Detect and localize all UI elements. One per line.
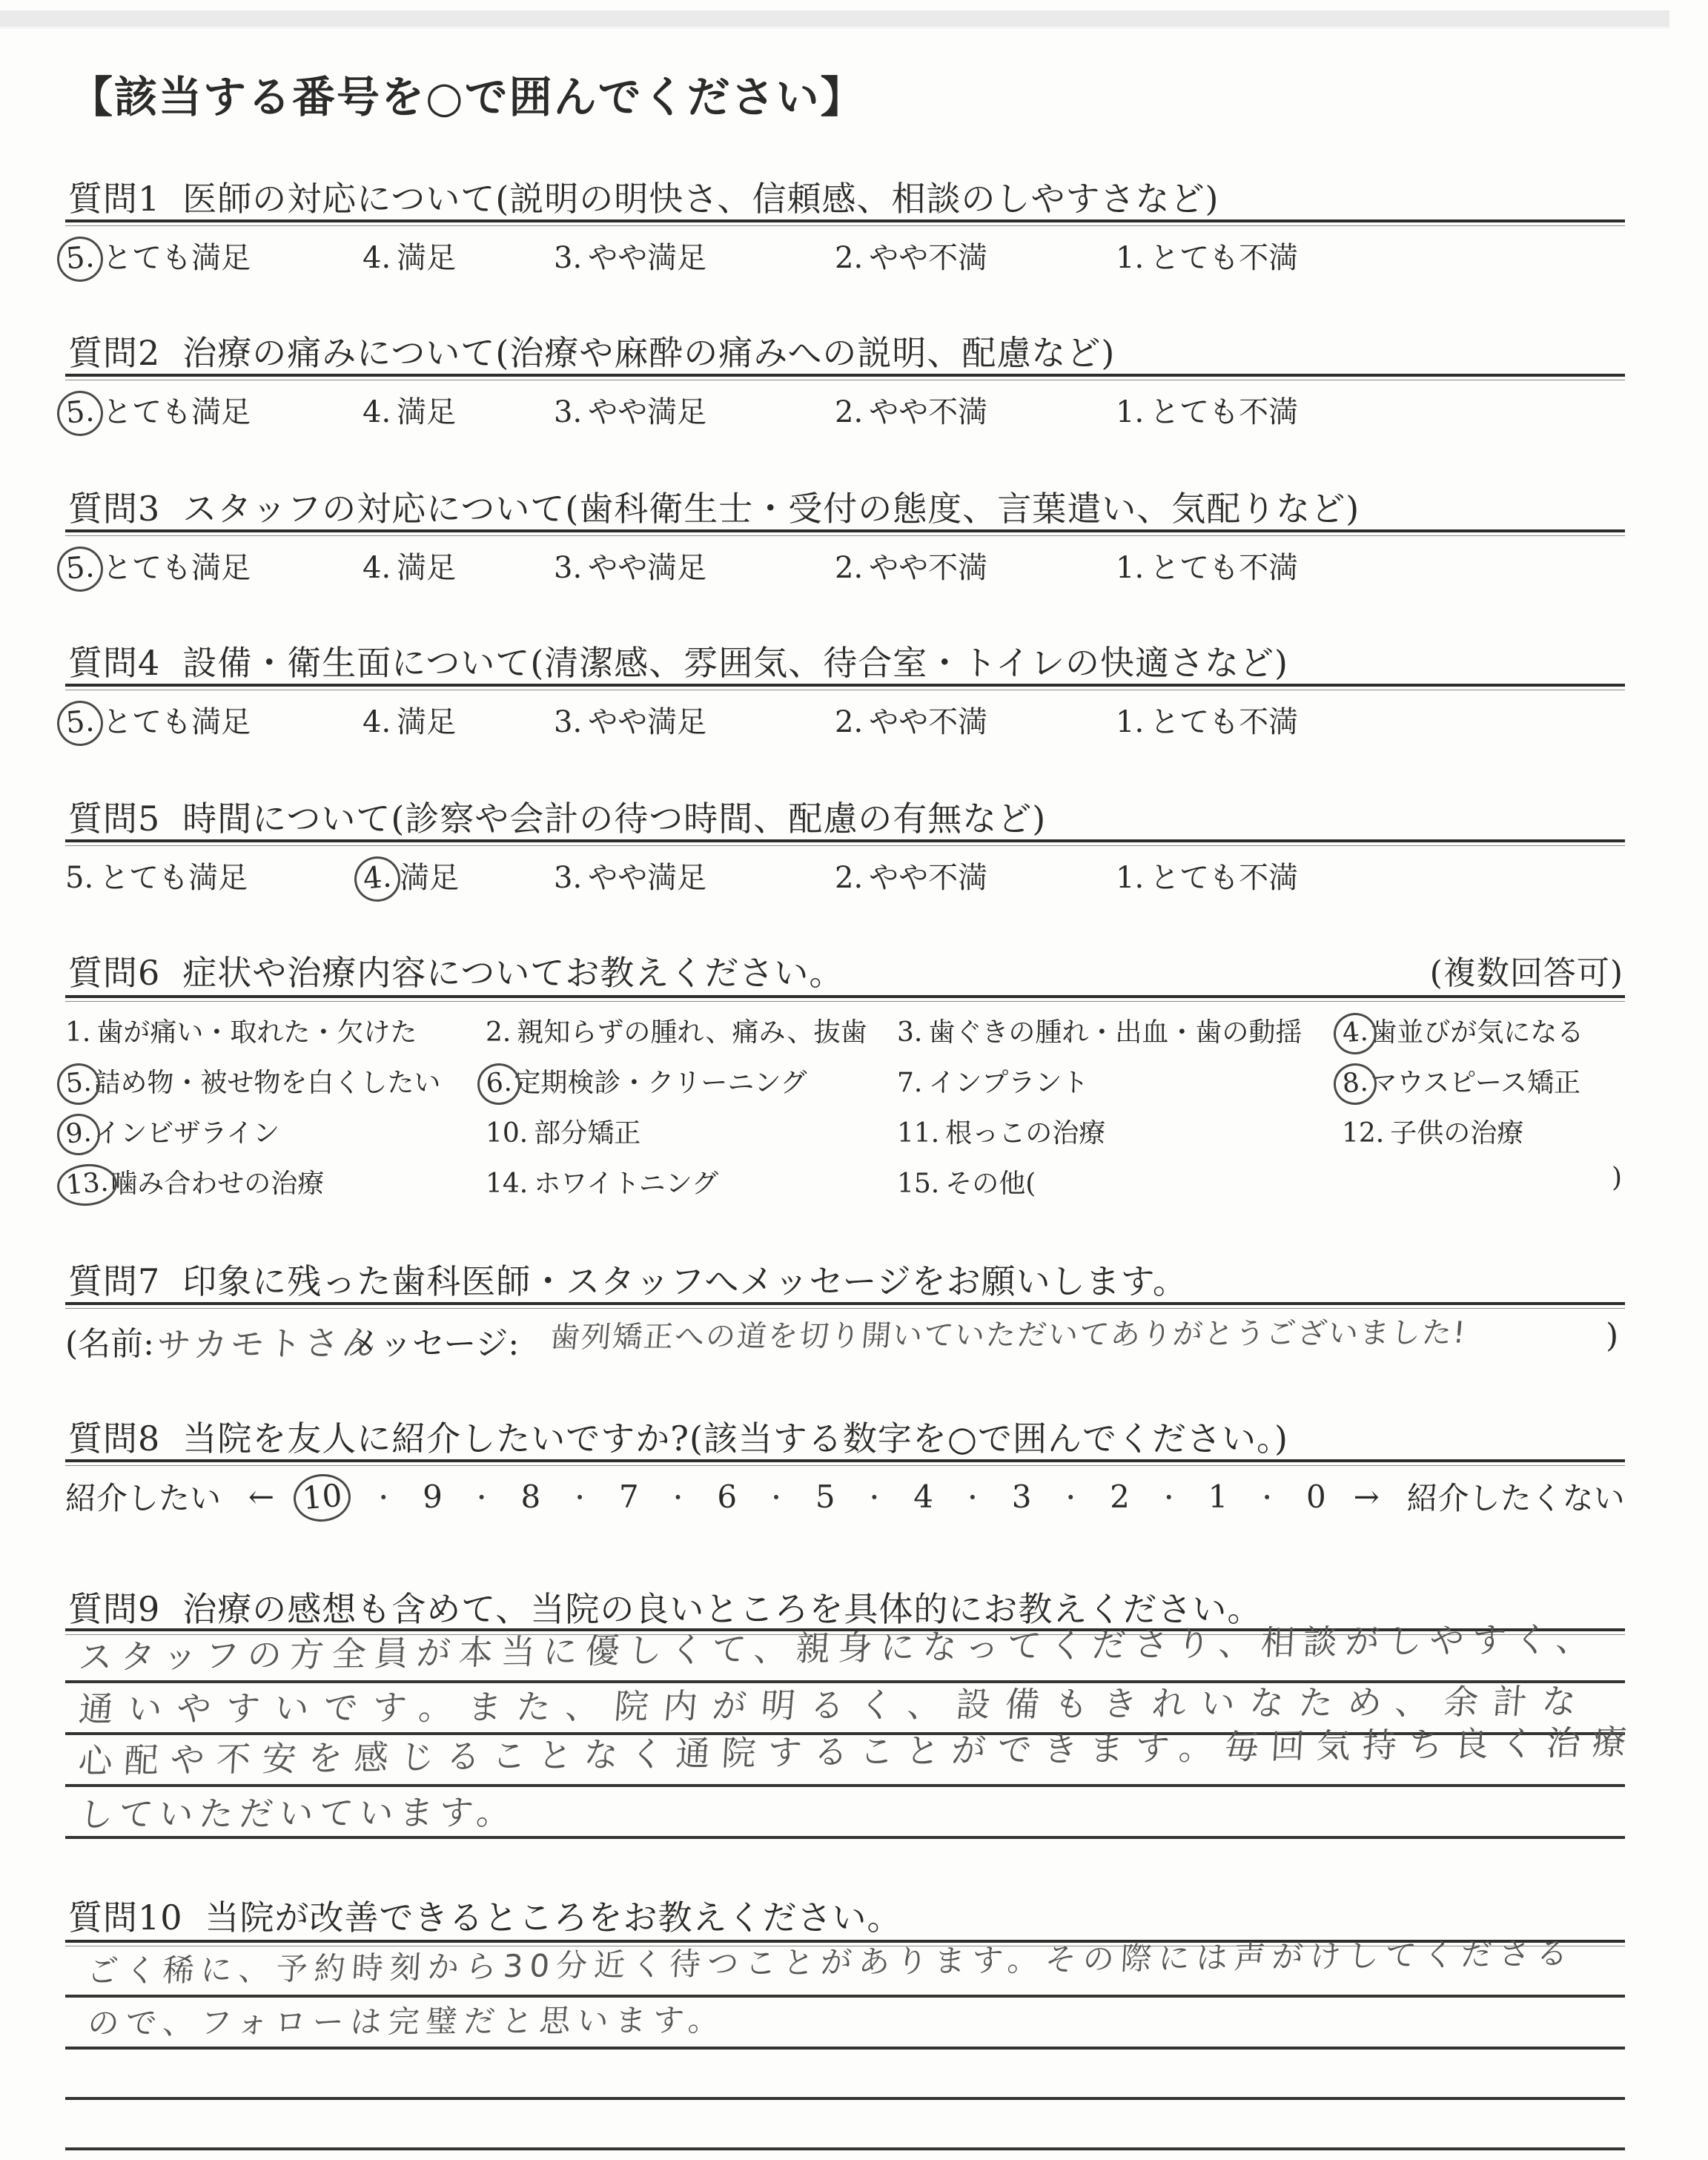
symptom-item-4-mark: 4. xyxy=(1332,1011,1379,1057)
question-10-topic: 当院が改善できるところをお教えください。 xyxy=(205,1898,902,1938)
option-2-label: やや不満 xyxy=(869,241,988,275)
handwritten-name: サカモトさん xyxy=(156,1322,380,1365)
message-line xyxy=(65,1317,1625,1373)
symptom-item-11 xyxy=(897,1112,1105,1150)
scale-9: 9 xyxy=(423,1478,443,1515)
question-1-options xyxy=(65,234,1625,279)
option-3-label: やや満足 xyxy=(588,861,707,895)
handwriting-line: スタッフの方全員が本当に優しくて、親身になってくださり、相談がしやすく、 xyxy=(77,1618,1600,1677)
option-2-mark: 2. xyxy=(835,705,864,739)
option-4 xyxy=(363,854,459,896)
option-1 xyxy=(1116,389,1298,431)
option-1-label: とても不満 xyxy=(1150,861,1299,895)
option-1-mark: 1. xyxy=(1116,241,1145,275)
question-4-title xyxy=(68,636,1288,685)
symptom-item-5 xyxy=(65,1062,440,1100)
scale-10: 10 xyxy=(291,1471,353,1524)
option-3 xyxy=(554,854,706,896)
option-3-mark: 3. xyxy=(554,395,583,429)
option-1-mark: 1. xyxy=(1116,395,1145,429)
symptom-item-5-mark: 5. xyxy=(56,1062,102,1107)
symptom-item-11-label: 根っこの治療 xyxy=(945,1118,1106,1149)
option-5 xyxy=(65,544,251,587)
symptom-row-3 xyxy=(65,1112,1625,1155)
symptom-item-6 xyxy=(486,1062,807,1100)
question-3-topic: スタッフの対応について(歯科衛生士・受付の態度、言葉遣い、気配りなど) xyxy=(182,489,1360,529)
question-7-topic: 印象に残った歯科医師・スタッフへメッセージをお願いします。 xyxy=(182,1261,1188,1301)
symptom-item-13-mark: 13. xyxy=(56,1162,119,1209)
option-5-mark: 5. xyxy=(55,698,105,747)
question-9-number: 質問9 xyxy=(68,1589,161,1629)
option-4-mark: 4. xyxy=(363,705,391,739)
symptom-item-14 xyxy=(486,1163,718,1200)
scale-8: 8 xyxy=(520,1478,541,1515)
symptom-item-1-mark: 1. xyxy=(65,1017,91,1048)
option-2-mark: 2. xyxy=(835,551,864,585)
option-5 xyxy=(65,854,248,896)
scale-3: 3 xyxy=(1011,1478,1032,1515)
option-3-mark: 3. xyxy=(554,705,583,739)
question-8-title xyxy=(68,1412,1288,1461)
symptom-item-14-mark: 14. xyxy=(486,1169,529,1199)
question-5-options xyxy=(65,854,1625,899)
option-2-label: やや不満 xyxy=(869,705,988,739)
option-4-label: 満足 xyxy=(397,241,457,275)
question-5-topic: 時間について(診察や会計の待つ時間、配慮の有無など) xyxy=(182,799,1047,839)
option-2-label: やや不満 xyxy=(869,861,988,895)
question-8-topic: 当院を友人に紹介したいですか?(該当する数字を○で囲んでください。) xyxy=(182,1418,1288,1459)
divider-rule xyxy=(65,1302,1625,1309)
option-4-mark: 4. xyxy=(363,241,391,275)
question-5-title xyxy=(68,792,1046,841)
dot-separator: ・ xyxy=(568,1484,592,1512)
symptom-row-2 xyxy=(65,1062,1625,1105)
option-3-mark: 3. xyxy=(554,241,583,275)
message-label: メッセージ: xyxy=(347,1325,520,1363)
question-6-title xyxy=(68,946,844,995)
option-3 xyxy=(554,698,706,741)
symptom-item-12 xyxy=(1342,1112,1523,1150)
option-3-label: やや満足 xyxy=(588,241,707,275)
option-2 xyxy=(835,698,987,741)
dot-separator: ・ xyxy=(1059,1484,1083,1512)
symptom-item-4-label: 歯並びが気になる xyxy=(1370,1017,1584,1048)
symptom-item-3-mark: 3. xyxy=(897,1017,923,1048)
option-1 xyxy=(1116,544,1298,587)
recommend-scale xyxy=(65,1474,1625,1519)
symptom-item-8-mark: 8. xyxy=(1332,1062,1379,1107)
option-4-mark: 4. xyxy=(363,395,391,429)
dot-separator: ・ xyxy=(1255,1484,1280,1512)
scale-7: 7 xyxy=(618,1478,639,1515)
option-2 xyxy=(835,544,987,587)
option-4 xyxy=(363,234,456,277)
divider-rule xyxy=(65,1459,1625,1466)
option-5-label: とても満足 xyxy=(102,395,251,429)
option-1-label: とても不満 xyxy=(1150,705,1299,739)
question-4-topic: 設備・衛生面について(清潔感、雰囲気、待合室・トイレの快適さなど) xyxy=(182,643,1288,683)
option-4-label: 満足 xyxy=(397,551,457,585)
symptom-item-1-label: 歯が痛い・取れた・欠けた xyxy=(96,1017,417,1048)
option-4-label: 満足 xyxy=(400,861,460,895)
option-5 xyxy=(65,234,251,277)
option-1 xyxy=(1116,854,1298,896)
option-2 xyxy=(835,389,987,431)
option-1-label: とても不満 xyxy=(1150,241,1299,275)
scale-1: 1 xyxy=(1208,1478,1228,1515)
option-3-mark: 3. xyxy=(554,861,583,895)
scale-right-label: 紹介したくない xyxy=(1406,1480,1625,1516)
symptom-item-7 xyxy=(897,1062,1088,1100)
question-4-number: 質問4 xyxy=(68,643,161,683)
option-5-mark: 5. xyxy=(65,861,94,895)
symptom-item-15 xyxy=(897,1163,1036,1200)
option-2-mark: 2. xyxy=(835,395,864,429)
option-4 xyxy=(363,698,456,741)
option-4-mark: 4. xyxy=(363,551,391,585)
answer-line xyxy=(65,1784,1625,1787)
option-2 xyxy=(835,234,987,277)
question-6-number: 質問6 xyxy=(68,953,161,993)
divider-rule xyxy=(65,839,1625,846)
dot-separator: ・ xyxy=(371,1484,396,1512)
question-8-number: 質問8 xyxy=(68,1418,161,1459)
symptom-item-9-label: インビザライン xyxy=(93,1118,280,1149)
option-3-label: やや満足 xyxy=(588,395,707,429)
symptom-item-10-label: 部分矯正 xyxy=(534,1118,641,1149)
option-5-mark: 5. xyxy=(55,544,105,593)
symptom-item-2-mark: 2. xyxy=(486,1017,512,1048)
option-4 xyxy=(363,544,456,587)
symptom-item-6-label: 定期検診・クリーニング xyxy=(514,1068,807,1098)
question-3-options xyxy=(65,544,1625,589)
option-1 xyxy=(1116,234,1298,277)
option-2-label: やや不満 xyxy=(869,395,988,429)
handwriting-line: 通いやすいです。また、院内が明るく、設備もきれいなため、余計な xyxy=(77,1681,1593,1729)
symptom-item-7-label: インプラント xyxy=(928,1068,1089,1098)
option-3 xyxy=(554,389,706,431)
dot-separator: ・ xyxy=(960,1484,984,1512)
symptom-item-15-mark: 15. xyxy=(897,1169,940,1199)
handwriting-line: 心配や不安を感じることなく通院することができます。毎回気持ち良く治療 xyxy=(77,1722,1640,1781)
option-2-label: やや不満 xyxy=(869,551,988,585)
symptom-item-1 xyxy=(65,1011,417,1049)
option-2-mark: 2. xyxy=(835,861,864,895)
question-3-number: 質問3 xyxy=(68,489,161,529)
close-paren: ) xyxy=(1606,1317,1619,1355)
option-5-mark: 5. xyxy=(55,389,105,437)
option-5-label: とても満足 xyxy=(102,241,251,275)
answer-line xyxy=(65,2097,1625,2100)
option-4 xyxy=(363,389,456,431)
option-2 xyxy=(835,854,987,896)
option-3-label: やや満足 xyxy=(588,551,707,585)
symptom-item-10 xyxy=(486,1112,640,1150)
option-5-mark: 5. xyxy=(55,234,105,283)
symptom-item-2 xyxy=(486,1011,867,1049)
dot-separator: ・ xyxy=(469,1484,494,1512)
answer-line xyxy=(65,1836,1625,1839)
scale-4: 4 xyxy=(913,1478,933,1515)
symptom-item-12-mark: 12. xyxy=(1342,1118,1385,1149)
question-4-options xyxy=(65,698,1625,743)
symptom-item-13 xyxy=(65,1163,324,1200)
symptom-item-5-label: 詰め物・被せ物を白くしたい xyxy=(93,1068,441,1098)
handwriting-line: ごく稀に、予約時刻から30分近く待つことがあります。その際には声がけしてくださる xyxy=(86,1935,1576,1989)
question-2-topic: 治療の痛みについて(治療や麻酔の痛みへの説明、配慮など) xyxy=(182,333,1116,373)
question-7-title xyxy=(68,1255,1188,1304)
right-arrow-icon: → xyxy=(1353,1478,1380,1515)
question-10-title xyxy=(68,1891,902,1940)
handwritten-message: 歯列矯正への道を切り開いていただいてありがとうございました! xyxy=(549,1315,1468,1355)
scale-6: 6 xyxy=(717,1478,738,1515)
symptom-item-7-mark: 7. xyxy=(897,1068,923,1098)
divider-rule xyxy=(65,219,1625,226)
option-3-mark: 3. xyxy=(554,551,583,585)
symptom-item-2-label: 親知らずの腫れ、痛み、抜歯 xyxy=(517,1017,867,1048)
option-1 xyxy=(1116,698,1298,741)
option-1-label: とても不満 xyxy=(1150,551,1299,585)
divider-rule xyxy=(65,684,1625,690)
option-2-mark: 2. xyxy=(835,241,864,275)
question-2-number: 質問2 xyxy=(68,333,161,373)
answer-line xyxy=(65,2047,1625,2050)
option-5 xyxy=(65,698,251,741)
answer-line xyxy=(65,2147,1625,2150)
scale-2: 2 xyxy=(1110,1478,1130,1515)
symptom-item-3 xyxy=(897,1011,1302,1049)
scan-artifact-band xyxy=(0,10,1669,29)
symptom-item-3-label: 歯ぐきの腫れ・出血・歯の動揺 xyxy=(928,1017,1302,1048)
question-3-title xyxy=(68,482,1360,531)
symptom-item-9 xyxy=(65,1112,279,1150)
answer-line xyxy=(65,1995,1625,1998)
dot-separator: ・ xyxy=(666,1484,690,1512)
option-5-label: とても満足 xyxy=(99,861,248,895)
scale-0: 0 xyxy=(1306,1478,1326,1515)
scale-5: 5 xyxy=(815,1478,835,1515)
scale-left-label: 紹介したい xyxy=(65,1480,222,1516)
symptom-item-12-label: 子供の治療 xyxy=(1390,1118,1524,1149)
symptom-item-6-mark: 6. xyxy=(476,1062,523,1107)
dot-separator: ・ xyxy=(862,1484,887,1512)
option-3-label: やや満足 xyxy=(588,705,707,739)
dot-separator: ・ xyxy=(1156,1484,1181,1512)
question-1-number: 質問1 xyxy=(68,179,161,219)
option-1-label: とても不満 xyxy=(1150,395,1299,429)
option-4-label: 満足 xyxy=(397,705,457,739)
question-1-topic: 医師の対応について(説明の明快さ、信頼感、相談のしやすさなど) xyxy=(182,179,1219,219)
symptom-item-10-mark: 10. xyxy=(486,1118,529,1149)
handwriting-line: ので、フォローは完璧だと思います。 xyxy=(86,2001,728,2041)
dot-separator: ・ xyxy=(764,1484,788,1512)
symptom-row-4 xyxy=(65,1163,1625,1206)
option-4-label: 満足 xyxy=(397,395,457,429)
option-3 xyxy=(554,544,706,587)
divider-rule xyxy=(65,374,1625,380)
symptom-item-9-mark: 9. xyxy=(56,1112,102,1157)
option-1-mark: 1. xyxy=(1116,551,1145,585)
symptom-item-14-label: ホワイトニング xyxy=(534,1169,719,1199)
question-1-title xyxy=(68,172,1219,221)
left-arrow-icon: ← xyxy=(248,1478,275,1515)
symptom-item-15-label: その他( xyxy=(945,1169,1036,1199)
option-4-mark: 4. xyxy=(352,854,402,903)
symptom-row-1 xyxy=(65,1011,1625,1054)
question-7-number: 質問7 xyxy=(68,1261,161,1301)
other-close-paren: ) xyxy=(1612,1163,1623,1193)
question-9-topic: 治療の感想も含めて、当院の良いところを具体的にお教えください。 xyxy=(182,1589,1262,1629)
question-5-number: 質問5 xyxy=(68,799,161,839)
symptom-item-4 xyxy=(1342,1011,1583,1049)
option-1-mark: 1. xyxy=(1116,705,1145,739)
option-1-mark: 1. xyxy=(1116,861,1145,895)
symptom-item-13-label: 噛み合わせの治療 xyxy=(110,1169,325,1199)
divider-rule xyxy=(65,995,1625,1002)
symptom-item-8 xyxy=(1342,1062,1580,1100)
symptom-item-8-label: マウスピース矯正 xyxy=(1370,1068,1581,1098)
question-2-options xyxy=(65,389,1625,433)
option-5 xyxy=(65,389,251,431)
handwriting-line: していただいています。 xyxy=(77,1791,519,1834)
symptom-item-11-mark: 11. xyxy=(897,1118,940,1149)
question-6-topic: 症状や治療内容についてお教えください。 xyxy=(182,953,844,993)
page-title: 【該当する番号を○で囲んでください】 xyxy=(70,72,865,122)
question-6-note: (複数回答可) xyxy=(1429,954,1623,992)
option-5-label: とても満足 xyxy=(102,551,251,585)
question-10-number: 質問10 xyxy=(68,1898,183,1938)
option-3 xyxy=(554,234,706,277)
divider-rule xyxy=(65,529,1625,536)
option-5-label: とても満足 xyxy=(102,705,251,739)
question-2-title xyxy=(68,326,1115,375)
name-prefix-label: (名前: xyxy=(65,1325,154,1363)
